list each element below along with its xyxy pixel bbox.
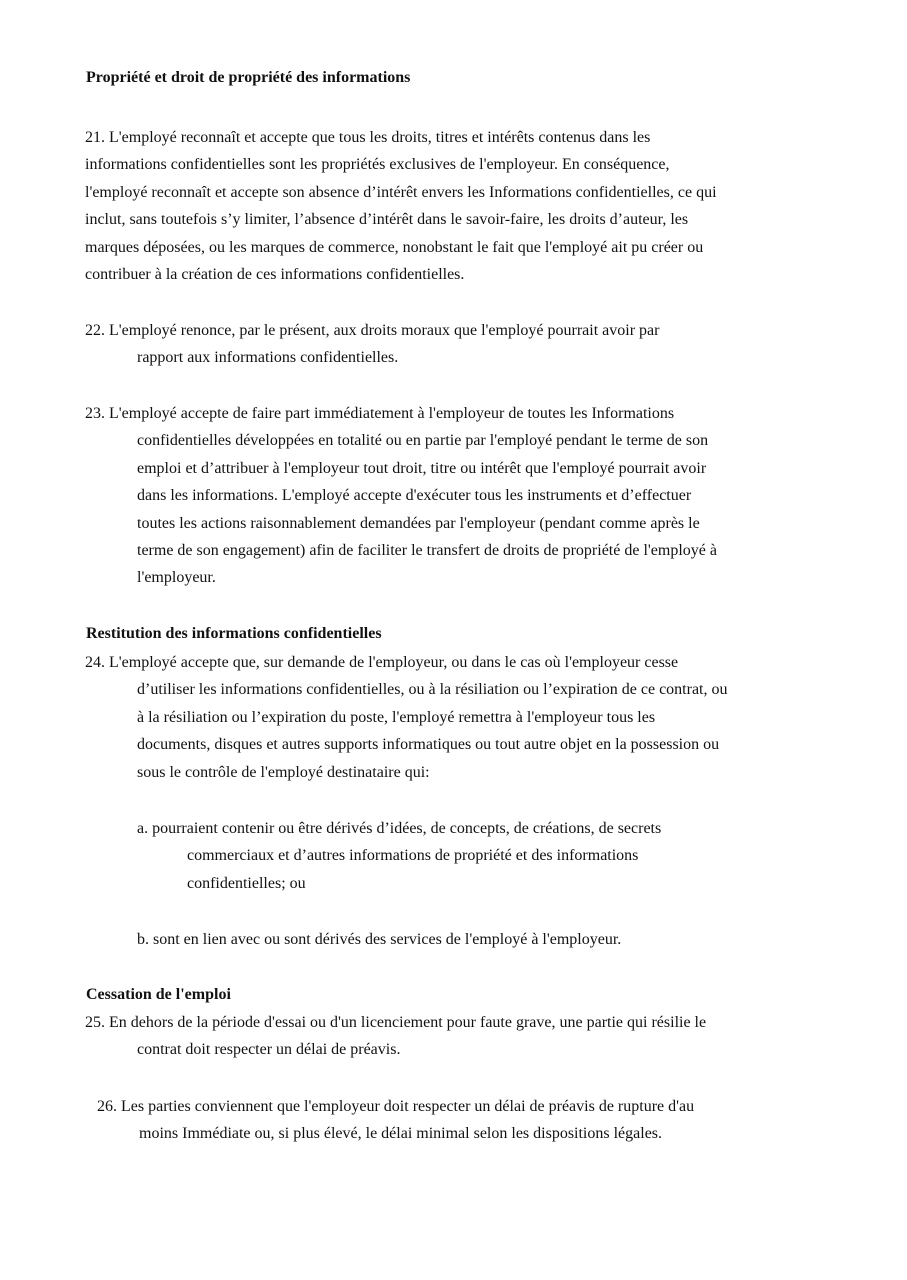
clause-22-line: 22. L'employé renonce, par le présent, aux droits moraux que l'employé pourrait avoir par	[85, 322, 660, 339]
section-heading-ownership: Propriété et droit de propriété des informations	[86, 69, 411, 86]
clause-25-line: contrat doit respecter un délai de préavis.	[137, 1041, 401, 1059]
item-a-line: a. pourraient contenir ou être dérivés d’idées, de concepts, de créations, de secrets	[137, 820, 662, 837]
clause-23-line: l'employeur.	[137, 569, 216, 587]
clause-24-line: sous le contrôle de l'employé destinataire qui:	[137, 763, 430, 781]
clause-25-line: 25. En dehors de la période d'essai ou d'un licenciement pour faute grave, une partie qui résilie le	[85, 1014, 707, 1031]
item-a-line: commerciaux et d’autres informations de propriété et des informations	[187, 847, 639, 865]
item-a-line: confidentielles; ou	[187, 874, 306, 892]
item-b-line: b. sont en lien avec ou sont dérivés des services de l'employé à l'employeur.	[137, 931, 622, 948]
clause-22	[85, 317, 815, 372]
clause-23	[85, 400, 815, 592]
clause-24-line: documents, disques et autres supports informatiques ou tout autre objet en la possession ou	[137, 736, 720, 754]
clause-21-line: marques déposées, ou les marques de commerce, nonobstant le fait que l'employé ait pu créer ou	[85, 238, 704, 256]
clause-24-line: 24. L'employé accepte que, sur demande de l'employeur, ou dans le cas où l'employeur cesse	[85, 654, 679, 671]
clause-23-line: confidentielles développées en totalité ou en partie par l'employé pendant le terme de son	[137, 432, 709, 450]
clause-21-line: 21. L'employé reconnaît et accepte que tous les droits, titres et intérêts contenus dans les	[85, 129, 651, 146]
clause-23-line: toutes les actions raisonnablement demandées par l'employeur (pendant comme après le	[137, 514, 700, 532]
section-heading-restitution: Restitution des informations confidentielles	[86, 625, 382, 642]
clause-24	[85, 649, 815, 786]
clause-24-line: d’utiliser les informations confidentielles, ou à la résiliation ou l’expiration de ce contrat, ou	[137, 681, 728, 699]
clause-26	[97, 1093, 817, 1148]
clause-21-line: informations confidentielles sont les propriétés exclusives de l'employeur. En conséquence,	[85, 156, 670, 174]
clause-25	[85, 1009, 815, 1064]
clause-22-line: rapport aux informations confidentielles.	[137, 349, 399, 367]
clause-26-line: moins Immédiate ou, si plus élevé, le délai minimal selon les dispositions légales.	[139, 1125, 663, 1143]
clause-24-item-a	[137, 815, 817, 897]
clause-21	[85, 124, 815, 288]
clause-21-line: l'employé reconnaît et accepte son absence d’intérêt envers les Informations confidentielles, ce qui	[85, 183, 717, 201]
clause-23-line: dans les informations. L'employé accepte d'exécuter tous les instruments et d’effectuer	[137, 487, 692, 505]
section-heading-termination: Cessation de l'emploi	[86, 986, 231, 1003]
clause-24-line: à la résiliation ou l’expiration du poste, l'employé remettra à l'employeur tous les	[137, 708, 656, 726]
clause-23-line: emploi et d’attribuer à l'employeur tout droit, titre ou intérêt que l'employé pourrait avoir	[137, 459, 707, 477]
clause-21-line: inclut, sans toutefois s’y limiter, l’absence d’intérêt dans le savoir-faire, les droits d’auteur, les	[85, 211, 689, 229]
clause-26-line: 26. Les parties conviennent que l'employeur doit respecter un délai de préavis de rupture d'au	[97, 1098, 695, 1115]
clause-23-line: terme de son engagement) afin de faciliter le transfert de droits de propriété de l'employé à	[137, 542, 717, 560]
clause-21-line: contribuer à la création de ces informations confidentielles.	[85, 266, 465, 284]
clause-23-line: 23. L'employé accepte de faire part immédiatement à l'employeur de toutes les Informations	[85, 405, 675, 422]
clause-24-item-b	[137, 926, 817, 953]
